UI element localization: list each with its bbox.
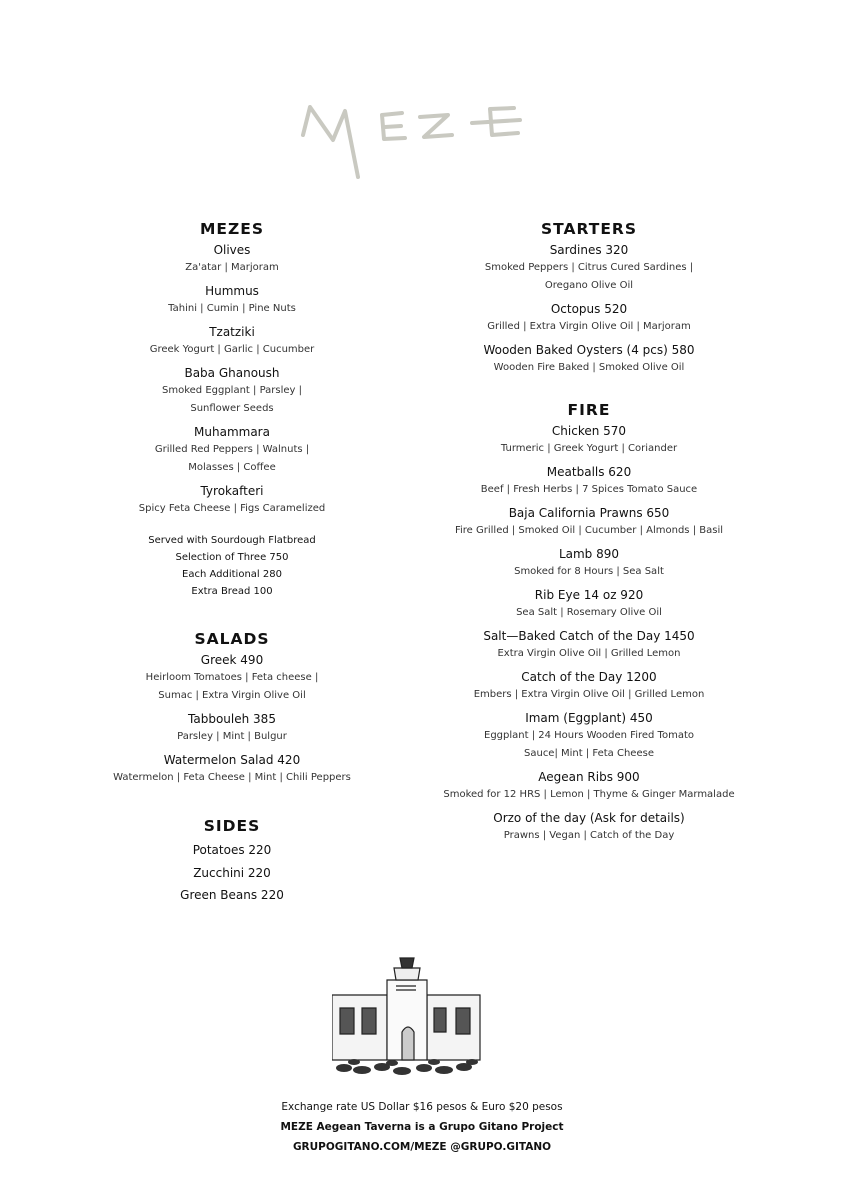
item-name: Muhammara [194,425,270,439]
item-description: Extra Virgin Olive Oil | Grilled Lemon [497,648,681,659]
menu-item [430,669,748,704]
item-description: Smoked Peppers | Citrus Cured Sardines | [484,262,694,273]
project-note: MEZE Aegean Taverna is a Grupo Gitano Project [280,1121,564,1133]
item-name: Catch of the Day 1200 [521,670,657,684]
item-description: Watermelon | Feta Cheese | Mint | Chili Peppers [113,772,351,783]
item-description: Wooden Fire Baked | Smoked Olive Oil [493,362,685,373]
item-description: Oregano Olive Oil [544,280,634,291]
item-description: Sumac | Extra Virgin Olive Oil [158,690,306,701]
item-description: Molasses | Coffee [188,462,276,473]
salads-section [92,630,372,787]
section-title: SALADS [194,630,270,648]
menu-item [92,752,372,787]
side-item: Green Beans 220 [180,888,284,902]
mezes-section [92,220,372,600]
exchange-rate-note: Exchange rate US Dollar $16 pesos & Euro $20 pesos [281,1101,563,1113]
menu-item [430,301,748,336]
item-description: Sea Salt | Rosemary Olive Oil [516,607,662,618]
item-description: Parsley | Mint | Bulgur [177,731,287,742]
item-description: Spicy Feta Cheese | Figs Caramelized [138,503,326,514]
menu-item [430,342,748,377]
item-description: Turmeric | Greek Yogurt | Coriander [500,443,678,454]
item-description: Beef | Fresh Herbs | 7 Spices Tomato Sauce [480,484,698,495]
left-column [92,220,372,907]
item-name: Salt—Baked Catch of the Day 1450 [483,629,695,643]
item-name: Octopus 520 [550,302,628,316]
item-description: Grilled | Extra Virgin Olive Oil | Marjoram [487,321,691,332]
menu-item [430,769,748,804]
item-name: Tyrokafteri [200,484,264,498]
menu-item [430,242,748,295]
item-name: Tzatziki [209,325,255,339]
item-name: Rib Eye 14 oz 920 [534,588,644,602]
mezes-note: Served with Sourdough Flatbread [148,535,316,546]
menu-item [430,810,748,845]
starters-section [430,220,748,377]
mezes-note: Each Additional 280 [182,569,282,580]
item-description: Greek Yogurt | Garlic | Cucumber [149,344,315,355]
side-item: Zucchini 220 [193,865,271,880]
item-name: Aegean Ribs 900 [538,770,640,784]
menu-item [430,628,748,663]
fire-section [430,401,748,845]
item-name: Wooden Baked Oysters (4 pcs) 580 [483,343,695,357]
item-name: Tabbouleh 385 [188,712,276,726]
footer [0,1097,844,1157]
item-description: Embers | Extra Virgin Olive Oil | Grilled Lemon [473,689,705,700]
sides-section [92,817,372,907]
side-item: Potatoes 220 [192,843,272,857]
item-name: Watermelon Salad 420 [163,753,301,767]
menu-item [430,464,748,499]
website-and-social[interactable]: GRUPOGITANO.COM/MEZE @GRUPO.GITANO [292,1141,552,1153]
item-name: Imam (Eggplant) 450 [525,711,653,725]
item-description: Smoked Eggplant | Parsley | [162,385,302,396]
item-name: Greek 490 [200,653,264,667]
menu-item [92,711,372,746]
item-description: Prawns | Vegan | Catch of the Day [503,830,675,841]
item-name: Olives [213,243,251,257]
item-description: Fire Grilled | Smoked Oil | Cucumber | Almonds | Basil [454,525,723,536]
menu-item [92,483,372,518]
menu-item [92,424,372,477]
menu-item [92,324,372,359]
menu-item [430,423,748,458]
item-description: Heirloom Tomatoes | Feta cheese | [145,672,319,683]
item-description: Sauce| Mint | Feta Cheese [524,748,654,759]
section-title: FIRE [567,401,611,419]
menu-item [92,242,372,277]
item-description: Grilled Red Peppers | Walnuts | [154,444,310,455]
mezes-note: Selection of Three 750 [175,552,289,563]
section-title: MEZES [199,220,264,238]
item-name: Orzo of the day (Ask for details) [493,811,685,825]
item-name: Hummus [205,284,259,298]
item-description: Smoked for 8 Hours | Sea Salt [514,566,664,577]
item-name: Chicken 570 [551,424,627,438]
item-description: Eggplant | 24 Hours Wooden Fired Tomato [484,730,694,741]
item-description: Smoked for 12 HRS | Lemon | Thyme & Ginger Marmalade [443,789,735,800]
item-description: Sunflower Seeds [190,403,274,414]
item-name: Lamb 890 [558,547,620,561]
menu-item [430,710,748,763]
menu-item [92,652,372,705]
meze-logo [0,95,844,185]
menu-item [92,283,372,318]
taverna-illustration [332,950,482,1080]
item-description: Tahini | Cumin | Pine Nuts [168,303,296,314]
menu-item [430,587,748,622]
item-description: Za'atar | Marjoram [185,262,279,273]
menu-item [92,365,372,418]
mezes-note: Extra Bread 100 [191,586,273,597]
item-name: Sardines 320 [549,243,629,257]
section-title: SIDES [203,817,261,835]
right-column [430,220,748,851]
menu-item [430,546,748,581]
item-name: Baba Ghanoush [184,366,280,380]
section-title: STARTERS [540,220,638,238]
menu-item [430,505,748,540]
item-name: Baja California Prawns 650 [508,506,670,520]
item-name: Meatballs 620 [546,465,632,479]
